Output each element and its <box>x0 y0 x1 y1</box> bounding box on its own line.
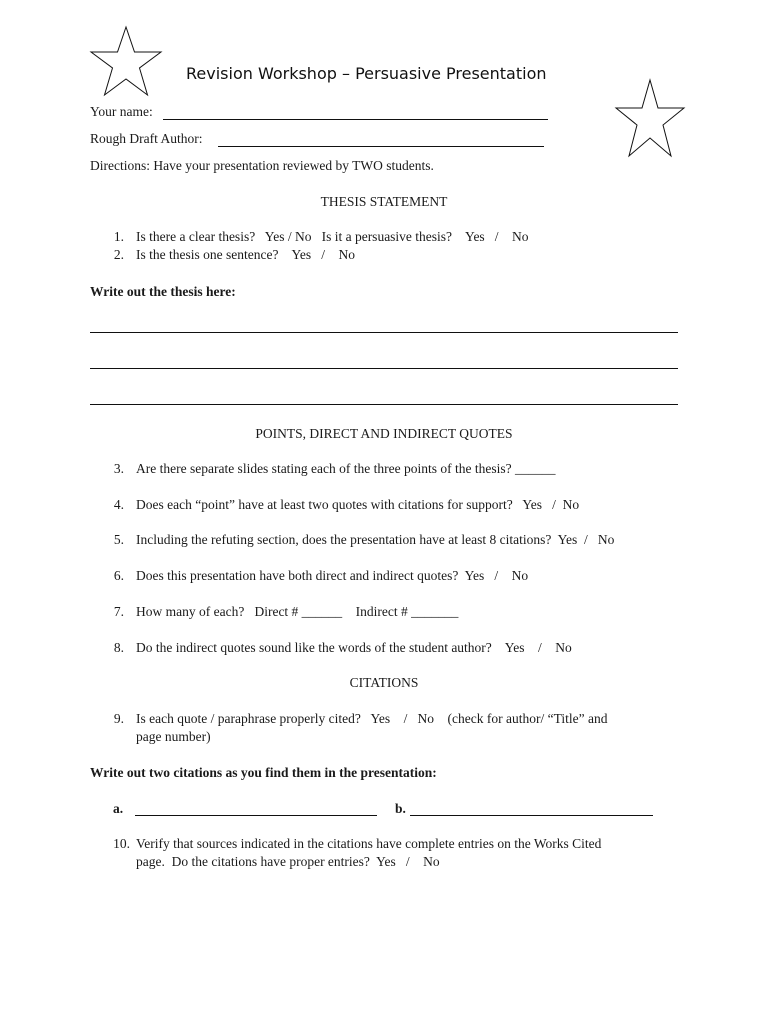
thesis-heading: THESIS STATEMENT <box>320 194 448 209</box>
your-name-label: Your name: <box>90 104 153 119</box>
q10-number: 10. <box>113 836 130 851</box>
q1-number: 1. <box>113 229 124 244</box>
citation-b-label: b. <box>395 801 406 816</box>
question-1: Is there a clear thesis? Yes / No Is it a persuasive thesis? Yes / No <box>136 229 529 244</box>
author-label: Rough Draft Author: <box>90 131 203 146</box>
question-9-line-2: page number) <box>136 729 211 744</box>
author-field[interactable] <box>218 146 544 147</box>
question-4: Does each “point” have at least two quotes with citations for support? Yes / No <box>136 497 580 512</box>
question-7: How many of each? Direct # ______ Indirect # _______ <box>136 604 459 619</box>
directions-text: Directions: Have your presentation reviewed by TWO students. <box>90 158 434 173</box>
q7-number: 7. <box>113 604 124 619</box>
citation-b-field[interactable] <box>410 815 653 816</box>
question-5: Including the refuting section, does the presentation have at least 8 citations? Yes / No <box>136 532 615 547</box>
thesis-line-1[interactable] <box>90 332 678 333</box>
thesis-line-3[interactable] <box>90 404 678 405</box>
question-3: Are there separate slides stating each of the three points of the thesis? ______ <box>136 461 556 476</box>
q3-number: 3. <box>113 461 124 476</box>
page-title: Revision Workshop – Persuasive Presentation <box>186 64 547 83</box>
q5-number: 5. <box>113 532 124 547</box>
star-icon-left <box>88 24 164 100</box>
citation-a-field[interactable] <box>135 815 377 816</box>
q4-number: 4. <box>113 497 124 512</box>
citation-a-label: a. <box>113 801 124 816</box>
question-6: Does this presentation have both direct and indirect quotes? Yes / No <box>136 568 529 583</box>
your-name-field[interactable] <box>163 119 548 120</box>
question-9-line-1: Is each quote / paraphrase properly cited? Yes / No (check for author/ “Title” and <box>136 711 608 726</box>
q8-number: 8. <box>113 640 124 655</box>
question-8: Do the indirect quotes sound like the words of the student author? Yes / No <box>136 640 572 655</box>
write-citations-label: Write out two citations as you find them in the presentation: <box>90 765 437 780</box>
question-10-line-2: page. Do the citations have proper entries? Yes / No <box>136 854 440 869</box>
points-heading: POINTS, DIRECT AND INDIRECT QUOTES <box>255 426 513 441</box>
q6-number: 6. <box>113 568 124 583</box>
thesis-line-2[interactable] <box>90 368 678 369</box>
q9-number: 9. <box>113 711 124 726</box>
question-2: Is the thesis one sentence? Yes / No <box>136 247 355 262</box>
citations-heading: CITATIONS <box>349 675 419 690</box>
write-thesis-label: Write out the thesis here: <box>90 284 236 299</box>
q2-number: 2. <box>113 247 124 262</box>
star-icon-right <box>614 78 686 160</box>
question-10-line-1: Verify that sources indicated in the citations have complete entries on the Works Cited <box>136 836 602 851</box>
